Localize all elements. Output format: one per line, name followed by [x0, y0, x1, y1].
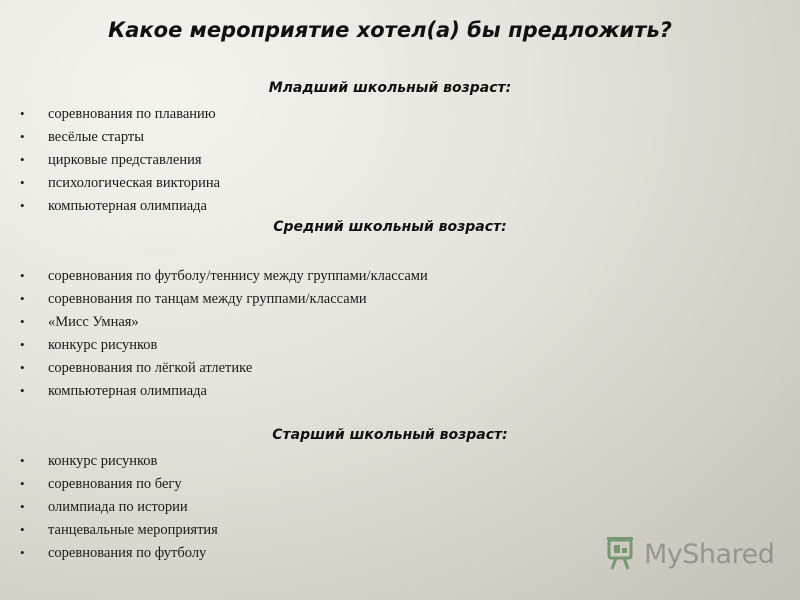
list-item: • олимпиада по истории: [20, 498, 218, 521]
list-item: • соревнования по футболу: [20, 544, 218, 567]
list-item: • психологическая викторина: [20, 174, 220, 197]
list-senior: [20, 452, 218, 567]
watermark-text: MyShared: [644, 538, 775, 570]
section-heading-junior: Младший школьный возраст:: [268, 80, 512, 96]
list-middle: [20, 267, 428, 405]
watermark-logo: [606, 534, 774, 574]
list-item: • соревнования по бегу: [20, 475, 218, 498]
presentation-board-icon: [606, 537, 638, 571]
section-heading-middle: Средний школьный возраст:: [273, 219, 507, 235]
list-item: • соревнования по танцам между группами/классами: [20, 290, 428, 313]
list-item: • «Мисс Умная»: [20, 313, 428, 336]
list-item: • конкурс рисунков: [20, 336, 428, 359]
list-item: • компьютерная олимпиада: [20, 197, 220, 220]
list-item: • весёлые старты: [20, 128, 220, 151]
section-heading-senior: Старший школьный возраст:: [272, 427, 508, 443]
list-item: • конкурс рисунков: [20, 452, 218, 475]
list-item: • компьютерная олимпиада: [20, 382, 428, 405]
list-item: • цирковые представления: [20, 151, 220, 174]
list-item: • соревнования по плаванию: [20, 105, 220, 128]
list-item: • соревнования по футболу/теннису между группами/классами: [20, 267, 428, 290]
list-item: • соревнования по лёгкой атлетике: [20, 359, 428, 382]
page-title: Какое мероприятие хотел(а) бы предложить?: [108, 18, 672, 42]
list-junior: [20, 105, 220, 220]
list-item: • танцевальные мероприятия: [20, 521, 218, 544]
